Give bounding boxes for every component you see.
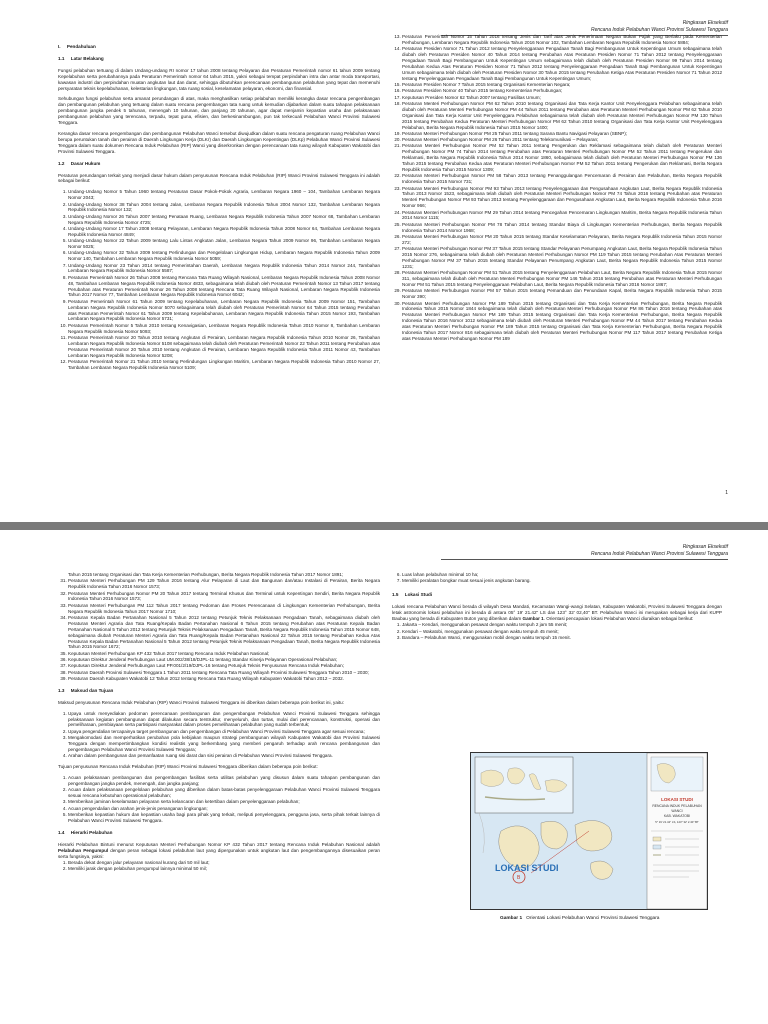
list-item: 13. Peraturan Pemerintah Nomor 15 Tahun 2016 tentang Jenis dan Tarif atas Jenis Penerimaan Negara Bukan Pajak yang Berlaku pada Kementerian Perhubungan, Lembaran Negara Republik Indonesia Tahun 2016 Nomor 102, Tambahan Lembaran Negara Republik Indonesia Nomor 5884; [402, 34, 722, 46]
list-item: 18. Peraturan Menteri Perhubungan Nomor PM 62 Tahun 2010 tentang Organisasi dan Tata Kerja Kantor Unit Penyelenggara Pelabuhan sebagaimana telah diubah oleh Peraturan Menteri Perhubungan Nomor PM 44 Tahun 2011 tentang Perubahan atas Peraturan Menteri Perhubungan Nomor PM 62 Tahun 2010 Organisasi dan Tata Kerja Kantor Unit Penyelenggara Pelabuhan sebagaimana telah diubah oleh Peraturan Menteri Perhubungan Nomor PM 130 Tahun 2015 tentang Perubahan Kedua Peraturan Menteri Perhubungan Nomor PM 62 Tahun 2010 tentang Organisasi dan Tata Kerja Kantor Unit Penyelenggara Pelabuhan, Berita Negara Republik Indonesia Tahun 2015 Nomor 1400; [402, 101, 722, 131]
list-item: 27. Peraturan Menteri Perhubungan Nomor PM 37 Tahun 2015 tentang Standar Pelayanan Penumpang Angkutan Laut, Berita Negara Republik Indonesia Tahun 2015 Nomor 276, sebagaimana telah diubah oleh Peraturan Menteri Perhubungan Nomor PM 119 Tahun 2015 tentang Perubahan Atas Peraturan Menteri Perhubungan Nomor PM 37 Tahun 2015 tentang Standar Pelayanan Penumpang Angkutan Laut, Berita Negara Republik Indonesia Tahun 2015 Nomor 1231; [402, 246, 722, 270]
list-item: 31. Peraturan Menteri Perhubungan PM 129 Tahun 2016 tentang Alur Pelayaran di Laut dan Bangunan dan/atau Instalasi di Perairan, Berita Negara Republik Indonesia Tahun 2016 Nomor 1573; [68, 578, 380, 590]
list-item: 22. Peraturan Menteri Perhubungan Nomor PM 58 Tahun 2013 tentang Penanggulangan Pencemaran di Perairan dan Pelabuhan, Berita Negara Republik Indonesia Tahun 2015 Nomor 731; [402, 173, 722, 185]
list-item: 2. Kendari – Wakatobi, menggunakan pesawat dengan waktu tempuh 45 menit; [402, 629, 722, 635]
list-item: 7. Memiliki peralatan bongkar muat sesuai jenis angkutan barang. [402, 578, 722, 584]
legend-sub3: KAB. WAKATOBI [663, 814, 691, 818]
list-item: 2. Memiliki jarak dengan pelabuhan pengumpul lainnya minimal 50 mil; [68, 866, 380, 872]
list-item: 28. Peraturan Menteri Perhubungan Nomor PM 51 Tahun 2015 tentang Penyelenggaraan Pelabuhan Laut, Berita Negara Republik Indonesia Tahun 2015 Nomor 311, sebagaimana telah diubah oleh Peraturan Menteri Perhubungan Nomor PM 146 Tahun 2016 tentang Perubahan atas Peraturan Menteri Perhubungan Nomor PM 51 Tahun 2015 tentang Penyelenggaraan Pelabuhan Laut, Berita Negara Republik Indonesia Tahun 2016 Nomor 1867; [402, 270, 722, 288]
list-item: 14. Peraturan Presiden Nomor 71 Tahun 2012 tentang Penyelenggaraan Pengadaan Tanah Bagi Pembangunan Untuk Kepentingan Umum sebagaimana telah diubah oleh Peraturan Presiden Nomor 40 Tahun 2014 tentang Perubahan Atas Peraturan Presiden Nomor 71 Tahun 2012 tentang Penyelenggaraan Pengadaan Tanah Bagi Pembangunan Untuk Kepentingan Umum sebagaimana telah diubah oleh Peraturan Presiden Nomor 99 Tahun 2014 tentang Perubahan Kedua Atas Peraturan Presiden Nomor 71 Tahun 2012 tentang Penyelenggaraan Pengadaan Tanah Bagi Pembangunan Untuk Kepentingan Umum sebagaimana telah diubah oleh Peraturan Presiden Nomor 30 Tahun 2015 tentang Perubahan Ketiga Atas Peraturan Presiden Nomor 71 Tahun 2012 tentang Penyelenggaraan Pengadaan Tanah Bagi Pembangunan Untuk Kepentingan Umum; [402, 46, 722, 81]
list-item: 9. Peraturan Pemerintah Nomor 61 Tahun 2009 tentang Kepelabuhanan, Lembaran Negara Republik Indonesia Tahun 2009 Nomor 151, Tambahan Lembaran Negara Republik Indonesia Nomor 5070 sebagaimana telah diubah oleh Peraturan Pemerintah Nomor 64 Tahun 2015 tentang Perubahan atas Peraturan Pemerintah Nomor 61 Tahun 2009 tentang Kepelabuhanan, Lembaran Negara Republik Indonesia Tahun 2015 Nomor 193, Tambahan Lembaran Negara Republik Indonesia Nomor 5731; [68, 299, 380, 323]
list-item: 36. Keputusan Direktur Jenderal Perhubungan Laut UM.002/38/18/DJPL-11 tentang Standar Kinerja Pelayanan Operasional Pelabuhan; [68, 657, 380, 663]
header-subtitle: Rencana Induk Pelabuhan Wanci Provinsi Sulawesi Tenggara [590, 26, 728, 33]
paragraph: Tujuan penyusunan Rencana Induk Pelabuhan (RIP) Wanci Provinsi Sulawesi Tenggara diberikan dalam beberapa poin berikut: [58, 764, 318, 770]
caption-label: Gambar 1 [500, 916, 523, 921]
legal-list-continued [58, 578, 380, 682]
list-item: 17. Keputusan Presiden Nomor 62 Tahun 2007 tentang Fasilitas Umum; [402, 95, 722, 101]
location-map [470, 752, 708, 910]
figure-ref: Gambar 1 [522, 615, 544, 621]
list-item: 2. Undang-Undang Nomor 38 Tahun 2004 tentang Jalan, Lembaran Negara Republik Indonesia Tahun 2004 Nomor 132, Tambahan Lembaran Negara Republik Indonesia Nomor 132; [68, 202, 380, 214]
paragraph: Sehubungan fungsi pelabuhan serta amanat perundangan di atas, maka menghasilkan setiap pelabuhan memiliki kerangka dasar rencana pengembangan dan pembangunan pelabuhan yang tertuang dalam suatu rencana pengembangan tata ruang untuk kemudian dijabarkan dalam suatu tahapan pelaksanaan pembangunan jangka pendek 5 tahunan, menengah 10 tahunan, dan panjang 20 tahunan, agar dapat menjamin kepastian usaha dan pelaksanaan pembangunan pelabuhan yang terencana, terpadu, tepat guna, efisien, dan berkesinambungan, pun tak terkecuali Pelabuhan Wanci Provinsi Sulawesi Tenggara. [58, 96, 380, 126]
header-subtitle: Rencana Induk Pelabuhan Wanci Provinsi Sulawesi Tenggara [590, 550, 728, 557]
list-item: 33. Peraturan Menteri Perhubungan PM 112 Tahun 2017 tentang Pedoman dan Proses Perencanaan di Lingkungan Kementerian Perhubungan, Berita Negara Republik Indonesia Tahun 2017 Nomor 1710; [68, 603, 380, 615]
marker-label: B [517, 875, 521, 881]
legal-list [58, 189, 380, 370]
list-item: 30. Peraturan Menteri Perhubungan Nomor PM 189 Tahun 2015 tentang Organisasi dan Tata Kerja Kementerian Perhubungan, Berita Negara Republik Indonesia Tahun 2015 Nomor 1844 sebagaimana telah diubah oleh Peraturan Menteri Perhubungan Nomor PM 86 Tahun 2016 tentang Perubahan atas Peraturan Menteri Perhubungan Nomor PM 189 Tahun 2015 tentang Organisasi dan Tata Kerja Kementerian Perhubungan, Berita Negara Republik Indonesia Tahun 2016 Nomor 1012 sebagaimana telah diubah oleh Peraturan Menteri Perhubungan Nomor PM 44 Tahun 2017 tentang Perubahan Kedua atas Peraturan Menteri Perhubungan Nomor PM 189 Tahun 2015 tentang Organisasi dan Tata Kerja Kementerian Perhubungan, Berita Negara Republik Indonesia Tahun 2017 Nomor 816 sebagaimana telah diubah oleh Peraturan Menteri Perhubungan Nomor PM 117 Tahun 2017 tentang Perubahan Ketiga atas Peraturan Menteri Perhubungan Nomor PM 189 [402, 301, 722, 342]
left-column [58, 572, 380, 872]
list-item: 29. Peraturan Menteri Perhubungan Nomor PM 57 Tahun 2015 tentang Pemanduan dan Penundaan Kapal, Berita Negara Republik Indonesia Tahun 2015 Nomor 390; [402, 288, 722, 300]
list-item: 5. Undang-Undang Nomor 22 Tahun 2009 tentang Lalu Lintas Angkutan Jalan, Lembaran Negara Tahun 2009 Nomor 96, Tambahan Lembaran Negara Nomor 5025; [68, 238, 380, 250]
paragraph [392, 604, 722, 622]
list-item: 6. Luas lahan pelabuhan minimal 10 ha; [402, 572, 722, 578]
paragraph [58, 842, 380, 860]
paragraph-text: Hierarki Pelabuhan Bintuni menurut Keputusan Menteri Perhubungan Nomor KP 432 Tahun 2017 tentang Rencana Induk Pelabuhan Nasional adalah [58, 841, 380, 847]
list-item: 4. Undang-Undang Nomor 17 Tahun 2008 tentang Pelayaran, Lembaran Negara Republik Indonesia Tahun 2008 Nomor 64, Tambahan Lembaran Negara Republik Indonesia Nomor 4849; [68, 226, 380, 238]
section-title: I. Pendahuluan [58, 44, 96, 49]
paragraph-text: . Orientasi pencapaian lokasi Pelabuhan Wanci diuraikan sebagai berikut: [543, 615, 694, 621]
paragraph: Maksud penyusunan Rencana Induk Pelabuhan (RIP) Wanci Provinsi Sulawesi Tenggara ini diberikan dalam beberapa poin berikut ini, yaitu: [58, 699, 345, 705]
list-item: 2. Upaya pengendalian tercapainya target pembangunan dan pengembangan di Pelabuhan Wanci Provinsi Sulawesi Tenggara agar sesuai rencana; [68, 729, 380, 735]
legend-sub2: WANCI [671, 809, 683, 813]
continued-text: Tahun 2015 tentang Organisasi dan Tata Kerja Kementerian Perhubungan, Berita Negara Republik Indonesia Tahun 2017 Nomor 1891; [68, 572, 344, 577]
legal-list-continued [392, 34, 722, 342]
hierarki-list [58, 860, 380, 872]
left-column [58, 44, 380, 371]
list-item: 6. Undang-Undang Nomor 32 Tahun 2009 tentang Perlindungan dan Pengelolaan Lingkungan Hidup, Lembaran Negara Republik Indonesia Tahun 2009 Nomor 140, Tambahan Lembaran Negara Republik Indonesia Nomor 5059; [68, 250, 380, 262]
list-item: 4. Acuan pengendalian dan arahan jenis-jenis penanganan lingkungan; [68, 806, 380, 812]
list-item: 1. Upaya untuk menyediakan pedoman perencanaan pembangunan dan pengembangan Pelabuhan Wanci Provinsi Sulawesi Tenggara sehingga pelaksanaan kegiatan pembangunan dapat dilakukan secara terstruktur, menyeluruh, dan turtas, mulai dari perencanaan, konstruksi, operasi dan pemeliharaan, pembiayaan serta partisipasi masyarakat dalam proses pemeliharaan pelabuhan yang sudah terbentuk; [68, 711, 380, 729]
list-item: 5. Memberikan kepastian hukum dan kepastian usaha bagi para pihak yang terkait, meliputi penyelenggara, pengguna jasa, serta pihak terkait lainnya di Pelabuhan Wanci Provinsi Sulawesi Tenggara. [68, 812, 380, 824]
list-item: 25. Peraturan Menteri Perhubungan Nomor PM 78 Tahun 2014 tentang Standar Biaya di Lingkungan Kementerian Perhubungan, Berita Negara Republik Indonesia Tahun 2014 Nomor 1968; [402, 222, 722, 234]
list-item: 32. Peraturan Menteri Perhubungan Nomor PM 20 Tahun 2017 tentang Terminal Khusus dan Terminal untuk Kepentingan Sendiri, Berita Negara Republik Indonesia Tahun 2016 Nomor 1573; [68, 591, 380, 603]
header-title: Ringkasan Eksekutif [682, 20, 728, 26]
list-item: 1. Acuan pelaksanaan pembangunan dan pengembangan fasilitas serta utilitas pelabuhan yang disusun dalam suatu tahapan pembangunan dan pengembangan jangka pendek, menengah, dan jangka panjang; [68, 775, 380, 787]
list-item: 1. Jakarta – Kendari, menggunakan pesawat dengan waktu tempuh 2 jam 55 menit; [402, 622, 722, 628]
legend-coord: 5° 19' 21.42" LS, 123° 32' 2.40" BT [655, 820, 699, 824]
right-column [392, 572, 722, 641]
paragraph-text: Lokasi rencana Pelabuhan Wanci berada di wilayah Desa Mandati, Kecamatan Wangi-wangi Selatan, Kabupaten Wakatobi, Provinsi Sulawesi Tenggara dengan letak astronomis lokasi pelabuhan ini berada di antara 05° 19' 21.42" LS dan 123° 32' 02,40" BT. Pelabuhan Wanci ini merupakan sebagai kerja dari KUPP Baubau yang berada di Kabupaten Buton yang diberikan dalam [392, 604, 722, 621]
list-item: 23. Peraturan Menteri Perhubungan Nomor PM 93 Tahun 2013 tentang Penyelenggaraan dan Pengusahaan Angkutan Laut, Berita Negara Republik Indonesia Tahun 2013 Nomor 1523, sebagaimana telah diubah oleh Peraturan Menteri Perhubungan Nomor PM 74 Tahun 2016 tentang Perubahan atas Peraturan Menteri Perhubungan Nomor PM 93 Tahun 2013 tentang Penyelenggaraan dan Pengusahaan Angkutan Laut, Berita Negara Republik Indonesia Tahun 2016 Nomor 966; [402, 186, 722, 210]
subsection-title: 1.1 Latar Belakang [58, 55, 104, 61]
list-item: 16. Peraturan Presiden Nomor 40 Tahun 2015 tentang Kementerian Perhubungan; [402, 88, 722, 94]
page-header [591, 20, 728, 33]
map-graphic [471, 753, 707, 909]
list-item: 37. Keputusan Direktur Jenderal Perhubungan Laut PP.001/2/19/DJPL-16 tentang Petunjuk Teknis Penyusunan Rencana Induk Pelabuhan; [68, 663, 380, 669]
bold-term: Pelabuhan Pengumpul [58, 847, 109, 853]
hierarki-list-continued [392, 572, 722, 584]
paragraph-text: dengan peran sebagai lokasi pelabuhan laut yang dipergunakan untuk angkutan laut dan pengembangannya disesuaikan peran serta fungsinya, yakni: [58, 847, 380, 859]
list-item: 15. Peraturan Presiden Nomor 7 Tahun 2015 tentang Organisasi Kementerian Negara; [402, 82, 722, 88]
caption-text: Orientasi Lokasi Pelabuhan Wanci Provinsi Sulawesi Tenggara [526, 916, 660, 921]
list-item: 26. Peraturan Menteri Perhubungan Nomor PM 20 Tahun 2015 tentang Standar Keselamatan Pelayaran, Berita Negara Republik Indonesia Tahun 2015 Nomor 272; [402, 234, 722, 246]
list-item: 24. Peraturan Menteri Perhubungan Nomor PM 29 Tahun 2014 tentang Pencegahan Pencemaran Lingkungan Maritim, Berita Negara Republik Indonesia Tahun 2014 Nomor 1115; [402, 210, 722, 222]
list-item: 34. Peraturan Kepala Badan Pertanahan Nasional 5 Tahun 2012 tentang Petunjuk Teknis Pelaksanaan Pengadaan Tanah, sebagaimana diubah oleh Peraturan Menteri Agraria dan Tata Ruang/Kepala Badan Pertanahan Nasional 6 Tahun 2015 tentang Perubahan atas Peraturan Kepala Badan Pertanahan Nasional 5 Tahun 2012 tentang Petunjuk Teknis Pelaksanaan Pengadaan Tanah, Berita Negara Republik Indonesia Tahun 2015 Nomor 648, sebagaimana diubah Peraturan Menteri Agraria dan Tata Ruang/Kepala Badan Pertanahan Nasional 22 Tahun 2015 tentang Perubahan Kedua Atas Peraturan Kepala Badan Pertanahan Nasional 5 Tahun 2012 tentang Petunjuk Teknis Pelaksanaan Pengadaan Tanah, Berita Negara Republik Indonesia Tahun 2015 Nomor 1672; [68, 615, 380, 650]
map-label-lokasi: LOKASI STUDI [495, 863, 559, 873]
paragraph: Fungsi pelabuhan tertuang di dalam Undang-undang RI nomor 17 tahun 2008 tentang Pelayaran dan Peraturan Pemerintah nomor 61 tahun 2009 tentang Kepelabuhan serta perubahannya pada Peraturan Pemerintah nomor 64 tahun 2015, yakni sebagai tempat perpindahan intra dan antar moda transportasi, kawasan industri dan perpindahan muatan angkutan laut dan darat, sehingga dibutuhkan perencanaan pembangunan pelabuhan yang tepat dan memenuhi persyaratan teknis kepelabuhanan, kelestarian lingkungan, tata ruang sosial, keselamatan pelayaran, ekonomi, dan finansial. [58, 67, 380, 91]
list-item: 1. Berada dekat dengan jalur pelayaran nasional kurang dari 50 mil laut; [68, 860, 380, 866]
list-item: 38. Peraturan Daerah Provinsi Sulawesi Tenggara 1 Tahun 2011 tentang Rencana Tata Ruang Wilayah Provinsi Sulawesi Tenggara Tahun 2010 – 2030; [68, 670, 380, 676]
list-item: 2. Acuan dalam pelaksanaan pengelolaan pelabuhan yang diberikan dalam batas-batas penyelenggaraan Pelabuhan Wanci Provinsi Sulawesi Tenggara sesuai rencana kebutuhan operasional pelabuhan; [68, 787, 380, 799]
list-item: 4. Arahan dalam pembangunan dan pemanfaatan ruang sisi darat dan sisi perairan di Pelabuhan Wanci Provinsi Sulawesi Tenggara. [68, 753, 380, 759]
list-item: 12. Peraturan Pemerintah Nomor 21 Tahun 2010 tentang Perlindungan Lingkungan Maritim, Lembaran Negara Republik Indonesia Tahun 2010 Nomor 27, Tambahan Lembaran Negara Republik Indonesia Nomor 5109; [68, 359, 380, 371]
list-item: 1. Undang-Undang Nomor 5 Tahun 1960 tentang Peraturan Dasar Pokok-Pokok Agraria, Lembaran Negara 1960 – 104, Tambahan Lembaran Negara Nomor 2043; [68, 189, 380, 201]
list-item: 11. Peraturan Pemerintah Nomor 20 Tahun 2010 tentang Angkutan di Perairan, Lembaran Negara Republik Indonesia Tahun 2010 Nomor 26, Tambahan Lembaran Negara Republik Indonesia Nomor 5108 sebagaimana telah diubah oleh Peraturan Pemerintah Nomor 22 Tahun 2011 tentang Perubahan atas Peraturan Pemerintah Nomor 20 Tahun 2010 tentang Angkutan di Perairan, Lembaran Negara Republik Indonesia Tahun 2011 Nomor 43, Tambahan Lembaran Negara Republik Indonesia Nomor 5208; [68, 335, 380, 359]
right-column [392, 34, 722, 342]
list-item: 39. Peraturan Daerah Kabupaten Wakatobi 12 Tahun 2012 tentang Rencana Tata Ruang Wilayah Kabupaten Wakatobi Tahun 2012 – 2032. [68, 676, 380, 682]
page-header [591, 544, 728, 557]
tujuan-list [58, 775, 380, 824]
subsection-title: 1.3 Maksud dan Tujuan [58, 687, 114, 693]
maksud-list [58, 711, 380, 759]
list-item: 10. Peraturan Pemerintah Nomor 5 Tahun 2010 tentang Kenavigasian, Lembaran Negara Republik Indonesia Tahun 2010 Nomor 8, Tambahan Lembaran Negara Republik Indonesia Nomor 5093; [68, 323, 380, 335]
page-number: 1 [725, 490, 728, 496]
list-item: 3. Memberikan jaminan keselamatan pelayaran serta kelancaran dan ketertiban dalam penyelenggaraan pelabuhan; [68, 799, 380, 805]
page-2 [0, 530, 768, 1024]
list-item: 3. Bandara – Pelabuhan Wanci, menggunakan mobil dengan waktu tempuh 15 menit. [402, 635, 722, 641]
list-item: 3. Undang-Undang Nomor 26 Tahun 2007 tentang Penataan Ruang, Lembaran Negara Republik Indonesia Tahun 2007 Nomor 68, Tambahan Lembaran Negara Republik Indonesia Nomor 4725; [68, 214, 380, 226]
list-item: 19. Peraturan Menteri Perhubungan Nomor PM 25 Tahun 2011 tentang Sarana Bantu Navigasi Pelayaran (SBNP); [402, 131, 722, 137]
paragraph: Kerangka dasar rencana pengembangan dan pembangunan Pelabuhan Wanci tersebut diwujudkan dalam suatu rencana pengaturan ruang Pelabuhan Wanci berupa peruntukan tanah dan perairan di Daerah Lingkungan Kerja (DLKr) dan Daerah Lingkungan Kepentingan (DLKp) Pelabuhan Wanci Provinsi Sulawesi Tenggara dalam suatu dokumen Rencana Induk Pelabuhan (RIP) Wanci yang diserkronkan dengan perencanaan tata ruang wilayah Kabupaten Wakatobi dan Provinsi Sulawesi Tenggara. [58, 130, 380, 154]
paragraph: Peraturan perundangan terkait yang menjadi dasar hukum dalam penyusunan Rencana Induk Pelabuhan (RIP) Wanci Provinsi Sulawesi Tenggara ini adalah sebagai berikut: [58, 172, 380, 184]
legend-title: LOKASI STUDI [661, 797, 693, 802]
legend-sub1: RENCANA INDUK PELABUHAN [652, 804, 702, 808]
subsection-title: 1.4 Hierarki Pelabuhan [58, 829, 113, 835]
subsection-title: 1.5 Lokasi Studi [392, 592, 433, 598]
list-item: 3. Mengakomodasi dan memperhatikan perubahan pola kebijakan maupun strategi pembangunan wilayah Kabupaten Wakatobi dan Provinsi Sulawesi Tenggara dengan mempertimbangkan kondisi realistis yang berkembang yang memberi pengaruh terhadap arah rencana pembangunan dan pengembangan Pelabuhan Wanci Provinsi Sulawesi Tenggara; [68, 735, 380, 753]
lokasi-list [392, 622, 722, 641]
list-item: 20. Peraturan Menteri Perhubungan Nomor PM 26 Tahun 2011 tentang Telekomunikasi – Pelayaran; [402, 137, 722, 143]
header-title: Ringkasan Eksekutif [682, 544, 728, 550]
list-item: 7. Undang-Undang Nomor 23 Tahun 2014 tentang Pemerintahan Daerah, Lembaran Negara Republik Indonesia Tahun 2014 Nomor 244, Tambahan Lembaran Negara Republik Indonesia Nomor 5587; [68, 263, 380, 275]
list-item: 8. Peraturan Pemerintah Nomor 26 Tahun 2008 tentang Rencana Tata Ruang Wilayah Nasional, Lembaran Negara Republik Indonesia Tahun 2008 Nomor 48, Tambahan Lembaran Negara Republik Indonesia Nomor 4833, sebagaimana telah diubah oleh Peraturan Pemerintah Nomor 13 Tahun 2017 tentang Perubahan atas Peraturan Pemerintah Nomor 26 Tahun 2008 tentang Rencana Tata Ruang Wilayah Nasional, Lembaran Negara Republik Indonesia Tahun 2017 Nomor 77, Tambahan Lembaran Negara Republik Indonesia Nomor 6042; [68, 275, 380, 299]
list-item: 21. Peraturan Menteri Perhubungan Nomor PM 52 Tahun 2011 tentang Pengerukan dan Reklamasi sebagaimana telah diubah oleh Peraturan Menteri Perhubungan Nomor PM 74 Tahun 2014 tentang Perubahan atas Peraturan Menteri Perhubungan Nomor PM 52 Tahun 2011 tentang Pengerukan dan Reklamasi, Berita Negara Republik Indonesia Tahun 2014 Nomor 1860, sebagaimana telah diubah oleh Peraturan Menteri Perhubungan Nomor PM 136 Tahun 2015 tentang Perubahan Kedua atas Peraturan Menteri Perhubungan Nomor PM 52 Tahun 2011 tentang Pengerukan dan Reklamasi, Berita Negara Republik Indonesia Tahun 2015 Nomor 1309; [402, 143, 722, 173]
figure-caption [500, 916, 659, 921]
subsection-title: 1.2 Dasar Hukum [58, 160, 101, 166]
list-item: 35. Keputusan Menteri Perhubungan KP 432 Tahun 2017 tentang Rencana Induk Pelabuhan Nasional; [68, 651, 380, 657]
